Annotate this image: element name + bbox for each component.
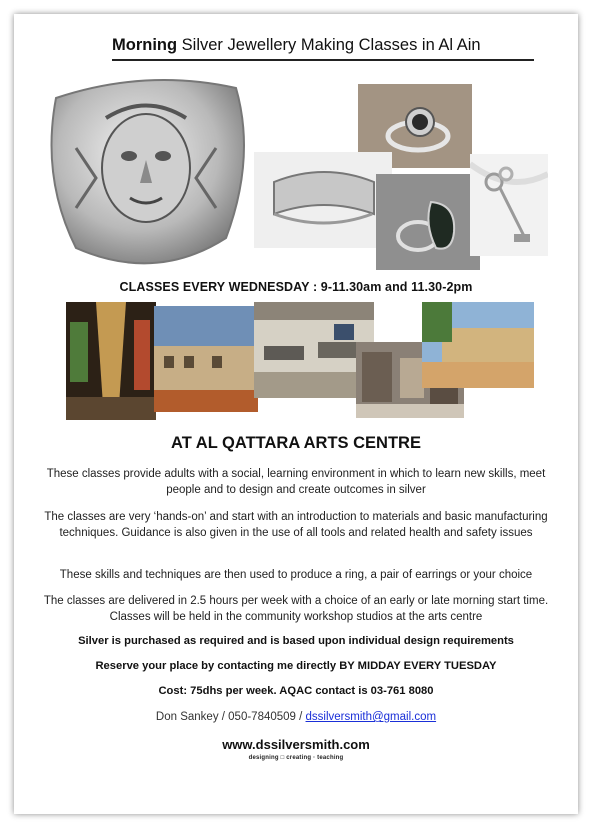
building-exterior-photo (154, 306, 258, 412)
email-link[interactable]: dssilversmith@gmail.com (305, 711, 437, 723)
contact-line (14, 711, 578, 723)
fort-courtyard-photo (422, 302, 534, 388)
key-pendant-photo (470, 154, 548, 256)
flyer-page (14, 14, 578, 814)
tagline: designing □ creating · teaching (248, 755, 344, 761)
cuff-bangle-photo (254, 152, 392, 248)
description-paragraph-4: The classes are delivered in 2.5 hours per week with a choice of an early or late morning start time. Classes will be held in the community workshop studios at the arts centre (43, 595, 549, 623)
description-paragraph-2: The classes are very ‘hands-on’ and start with an introduction to materials and basic manufacturing techniques. Guidance is also given in the use of all tools and related health and safety issues (44, 511, 548, 539)
description-paragraph-1: These classes provide adults with a social, learning environment in which to learn new skills, meet people and to design and create outcomes in silver (46, 468, 546, 496)
contact-name-phone: Don Sankey / 050-7840509 / (155, 711, 306, 723)
cost-note: Cost: 75dhs per week. AQAC contact is 03-761 8080 (158, 685, 434, 697)
class-schedule: CLASSES EVERY WEDNESDAY : 9-11.30am and 11.30-2pm (119, 280, 473, 294)
page-title (112, 36, 534, 61)
title-rest: Silver Jewellery Making Classes in Al Ain (177, 36, 481, 54)
website-link[interactable]: www.dssilversmith.com (222, 737, 370, 752)
reservation-note: Reserve your place by contacting me directly BY MIDDAY EVERY TUESDAY (95, 660, 497, 672)
face-ring-photo (36, 68, 258, 274)
venue-heading: AT AL QATTARA ARTS CENTRE (171, 434, 421, 452)
silver-note: Silver is purchased as required and is based upon individual design requirements (78, 635, 514, 647)
corridor-photo (66, 302, 156, 420)
ring-photo-2 (376, 174, 480, 270)
title-bold: Morning (112, 36, 178, 54)
description-paragraph-3: These skills and techniques are then used to produce a ring, a pair of earrings or your choice (59, 569, 533, 581)
